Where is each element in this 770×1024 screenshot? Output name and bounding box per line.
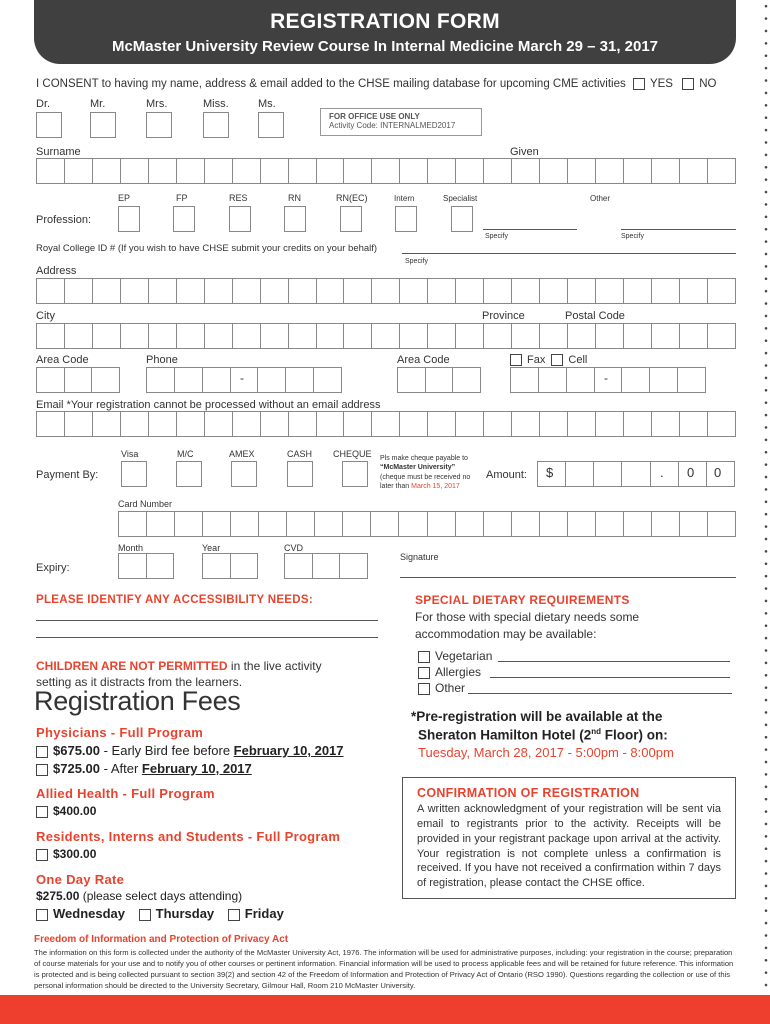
profession-label: Profession: <box>36 214 92 226</box>
year-label: Year <box>202 543 221 553</box>
allied-checkbox[interactable] <box>36 806 48 818</box>
address-input-boxes[interactable] <box>36 278 736 304</box>
one-day-text: (please select days attending) <box>79 889 243 903</box>
fax-cell-boxes[interactable] <box>510 367 706 393</box>
consent-yes-label: YES <box>649 78 673 91</box>
friday-label: Friday <box>244 906 284 921</box>
physicians-early-amount: $675.00 <box>53 743 100 758</box>
prof-rnec-box[interactable] <box>340 206 362 232</box>
title-ms: Ms. <box>258 98 276 110</box>
royal-college-line[interactable] <box>402 253 736 254</box>
prof-res-box[interactable] <box>229 206 251 232</box>
card-number-boxes[interactable] <box>118 511 736 537</box>
form-subtitle: McMaster University Review Course In Internal Medicine March 29 – 31, 2017 <box>111 38 659 55</box>
cheque-note-line1: Pls make cheque payable to <box>380 455 468 462</box>
consent-row <box>36 78 716 90</box>
cell-label: Cell <box>568 354 588 366</box>
title-miss: Miss. <box>203 98 229 110</box>
prereg-line-2 <box>418 727 668 743</box>
cheque-box[interactable] <box>342 461 368 487</box>
fax-cell-dash: - <box>604 371 608 385</box>
phone-label: Phone <box>146 354 178 366</box>
fax-cell-row <box>510 354 587 366</box>
title-mrs-box[interactable] <box>146 112 172 138</box>
cheque-note <box>380 454 470 492</box>
city-province-postal-boxes[interactable] <box>36 323 736 349</box>
prereg-date: Tuesday, March 28, 2017 - 5:00pm - 8:00pm <box>418 745 674 760</box>
expiry-label: Expiry: <box>36 562 70 574</box>
friday-checkbox[interactable] <box>228 909 240 921</box>
diet-other-row <box>418 681 465 695</box>
prof-rn-box[interactable] <box>284 206 306 232</box>
address-label: Address <box>36 265 77 277</box>
vegetarian-checkbox[interactable] <box>418 651 430 663</box>
vegetarian-line[interactable] <box>498 661 730 662</box>
consent-text: I CONSENT to having my name, address & email added to the CHSE mailing database for upcoming CME activities <box>36 78 626 91</box>
prereg-floor: Floor) on: <box>601 727 668 743</box>
title-dr-box[interactable] <box>36 112 62 138</box>
days-row <box>36 906 284 921</box>
consent-no-checkbox[interactable] <box>682 78 694 90</box>
email-input-boxes[interactable] <box>36 411 736 437</box>
area-code-2-label: Area Code <box>397 354 450 366</box>
cash-label: CASH <box>287 449 313 459</box>
specialist-specify-line[interactable] <box>483 229 577 230</box>
cell-checkbox[interactable] <box>551 354 563 366</box>
privacy-text: The information on this form is collected under the authority of the McMaster University Act, 1976. The information will be used for administrative purposes, including: your registration in the course; preparation of course materials for your use and to notify you of other courses or pertinent information. Financial information will be used to process applicable fees and will be retained for future reference. This information is protected and is being collected pursuant to section 39(2) and section 42 of the Freedom of Information and Protection of Privacy Act of Ontario (RSO 1990). Questions regarding the collection or use of this personal information should be directed to the University Secretary, Gilmour Hall, Room 210 McMaster University. <box>34 948 734 990</box>
physicians-early-row <box>36 743 344 758</box>
royal-specify-label: Specify <box>405 258 428 265</box>
confirmation-box <box>402 777 736 899</box>
physicians-title: Physicians - Full Program <box>36 725 204 740</box>
prof-specialist-label: Specialist <box>443 194 478 203</box>
activity-code: Activity Code: INTERNALMED2017 <box>329 121 456 130</box>
amount-label: Amount: <box>486 469 527 481</box>
one-day-row <box>36 889 242 903</box>
prof-intern-label: Intern <box>394 194 415 203</box>
children-rest-1: in the live activity <box>227 659 322 673</box>
cents-digit-1: 0 <box>687 465 695 480</box>
prof-rn-label: RN <box>288 193 301 203</box>
prereg-line-1: *Pre-registration will be available at the <box>411 709 663 724</box>
prof-other-label: Other <box>590 194 611 203</box>
privacy-heading: Freedom of Information and Protection of Privacy Act <box>34 934 289 945</box>
title-dr: Dr. <box>36 98 51 110</box>
physicians-late-checkbox[interactable] <box>36 764 48 776</box>
allergies-line[interactable] <box>490 677 730 678</box>
other-specify-line[interactable] <box>621 229 736 230</box>
allergies-label: Allergies <box>435 665 482 679</box>
accessibility-line-1[interactable] <box>36 620 378 621</box>
children-bold: CHILDREN ARE NOT PERMITTED <box>36 659 228 673</box>
other-diet-label: Other <box>435 681 466 695</box>
allied-row <box>36 804 96 818</box>
cvd-label: CVD <box>284 543 304 553</box>
payment-by-label: Payment By: <box>36 469 99 481</box>
dietary-description <box>415 609 639 643</box>
physicians-early-checkbox[interactable] <box>36 746 48 758</box>
privacy-footer <box>34 934 736 991</box>
signature-label: Signature <box>400 552 439 562</box>
cents-digit-2: 0 <box>714 465 722 480</box>
mc-label: M/C <box>177 449 194 459</box>
one-day-amount: $275.00 <box>36 889 80 903</box>
decimal-point: . <box>660 465 664 480</box>
thursday-label: Thursday <box>155 906 215 921</box>
residents-title: Residents, Interns and Students - Full Program <box>36 829 341 844</box>
confirmation-heading: CONFIRMATION OF REGISTRATION <box>417 786 640 800</box>
month-label: Month <box>118 543 144 553</box>
consent-no-label: NO <box>699 78 717 91</box>
cheque-label: CHEQUE <box>333 449 372 459</box>
title-miss-box[interactable] <box>203 112 229 138</box>
allied-amount: $400.00 <box>53 804 97 818</box>
visa-label: Visa <box>121 449 139 459</box>
signature-line[interactable] <box>400 577 736 578</box>
month-boxes[interactable] <box>118 553 174 579</box>
year-boxes[interactable] <box>202 553 258 579</box>
area-code-2-boxes[interactable] <box>397 367 481 393</box>
dietary-desc-2: accommodation may be available: <box>415 626 597 641</box>
other-specify-label: Specify <box>621 233 644 240</box>
area-code-label: Area Code <box>36 354 89 366</box>
prof-specialist-box[interactable] <box>451 206 473 232</box>
confirmation-text: A written acknowledgment of your registration will be sent via email to registrants prior to the activity. Receipts will be provided in your registrant package upon arrival at the activity. Your registration is not complete unless a confirmation is received. If you have not received a confirmation within 7 days of registration, please contact the CHSE office. <box>417 803 721 890</box>
dollar-sign: $ <box>546 465 554 480</box>
fax-checkbox[interactable] <box>510 354 522 366</box>
wednesday-label: Wednesday <box>53 906 126 921</box>
allergies-checkbox[interactable] <box>418 667 430 679</box>
card-number-label: Card Number <box>118 499 173 509</box>
phone-dash: - <box>240 371 244 385</box>
amount-boxes[interactable] <box>537 461 735 487</box>
physicians-late-amount: $725.00 <box>53 761 100 776</box>
prereg-hotel: Sheraton Hamilton Hotel (2 <box>418 727 592 743</box>
prof-rnec-label: RN(EC) <box>336 193 368 203</box>
accessibility-heading: PLEASE IDENTIFY ANY ACCESSIBILITY NEEDS: <box>36 594 313 606</box>
amex-label: AMEX <box>229 449 255 459</box>
province-label: Province <box>482 310 525 322</box>
residents-amount: $300.00 <box>53 847 97 861</box>
surname-label: Surname <box>36 146 81 158</box>
residents-checkbox[interactable] <box>36 849 48 861</box>
other-diet-checkbox[interactable] <box>418 683 430 695</box>
title-mr: Mr. <box>90 98 106 110</box>
fax-label: Fax <box>527 354 546 366</box>
title-mr-box[interactable] <box>90 112 116 138</box>
form-header <box>34 0 736 64</box>
one-day-title: One Day Rate <box>36 872 125 887</box>
physicians-early-date: February 10, 2017 <box>233 743 344 758</box>
diet-vegetarian-row <box>418 649 492 663</box>
other-diet-line[interactable] <box>468 693 732 694</box>
children-rest-2: setting as it distracts from the learners. <box>36 675 243 690</box>
physicians-late-text: - After <box>100 761 142 776</box>
amex-box[interactable] <box>231 461 257 487</box>
title-ms-box[interactable] <box>258 112 284 138</box>
prof-fp-label: FP <box>176 193 188 203</box>
perforation-edge <box>762 0 770 1000</box>
residents-row <box>36 847 96 861</box>
cheque-deadline: March 15, 2017 <box>411 483 460 491</box>
prof-ep-label: EP <box>118 193 131 203</box>
area-code-boxes[interactable] <box>36 367 120 393</box>
physicians-late-date: February 10, 2017 <box>141 761 252 776</box>
city-label: City <box>36 310 55 322</box>
office-use-box <box>320 108 482 136</box>
specialist-specify-label: Specify <box>485 233 508 240</box>
accessibility-line-2[interactable] <box>36 637 378 638</box>
footer-bar <box>0 995 770 1024</box>
title-mrs: Mrs. <box>146 98 168 110</box>
prof-fp-box[interactable] <box>173 206 195 232</box>
prof-res-label: RES <box>229 193 248 203</box>
email-label: Email *Your registration cannot be processed without an email address <box>36 399 381 411</box>
registration-fees-title: Registration Fees <box>34 686 241 716</box>
physicians-late-row <box>36 761 252 776</box>
given-label: Given <box>510 146 539 158</box>
physicians-early-text: - Early Bird fee before <box>100 743 234 758</box>
diet-allergies-row <box>418 665 481 679</box>
cash-box[interactable] <box>287 461 313 487</box>
prof-intern-box[interactable] <box>395 206 417 232</box>
mc-box[interactable] <box>176 461 202 487</box>
office-heading: FOR OFFICE USE ONLY <box>329 112 420 121</box>
cvd-boxes[interactable] <box>284 553 368 579</box>
dietary-desc-1: For those with special dietary needs some <box>415 610 640 624</box>
royal-college-label: Royal College ID # (If you wish to have CHSE submit your credits on your behalf) <box>36 243 378 254</box>
vegetarian-label: Vegetarian <box>435 649 493 663</box>
thursday-checkbox[interactable] <box>139 909 151 921</box>
cheque-note-line3: (cheque must be received no <box>380 473 471 481</box>
name-input-boxes[interactable] <box>36 158 736 184</box>
cheque-note-line2: “McMaster University” <box>380 464 456 472</box>
dietary-heading: SPECIAL DIETARY REQUIREMENTS <box>415 593 630 607</box>
form-title: REGISTRATION FORM <box>270 10 500 33</box>
wednesday-checkbox[interactable] <box>36 909 48 921</box>
prof-ep-box[interactable] <box>118 206 140 232</box>
cheque-note-line4: later than <box>380 483 410 491</box>
prereg-sup: nd <box>591 727 602 736</box>
allied-title: Allied Health - Full Program <box>36 786 215 801</box>
consent-yes-checkbox[interactable] <box>633 78 645 90</box>
postal-code-label: Postal Code <box>565 310 625 322</box>
phone-boxes[interactable] <box>146 367 342 393</box>
visa-box[interactable] <box>121 461 147 487</box>
